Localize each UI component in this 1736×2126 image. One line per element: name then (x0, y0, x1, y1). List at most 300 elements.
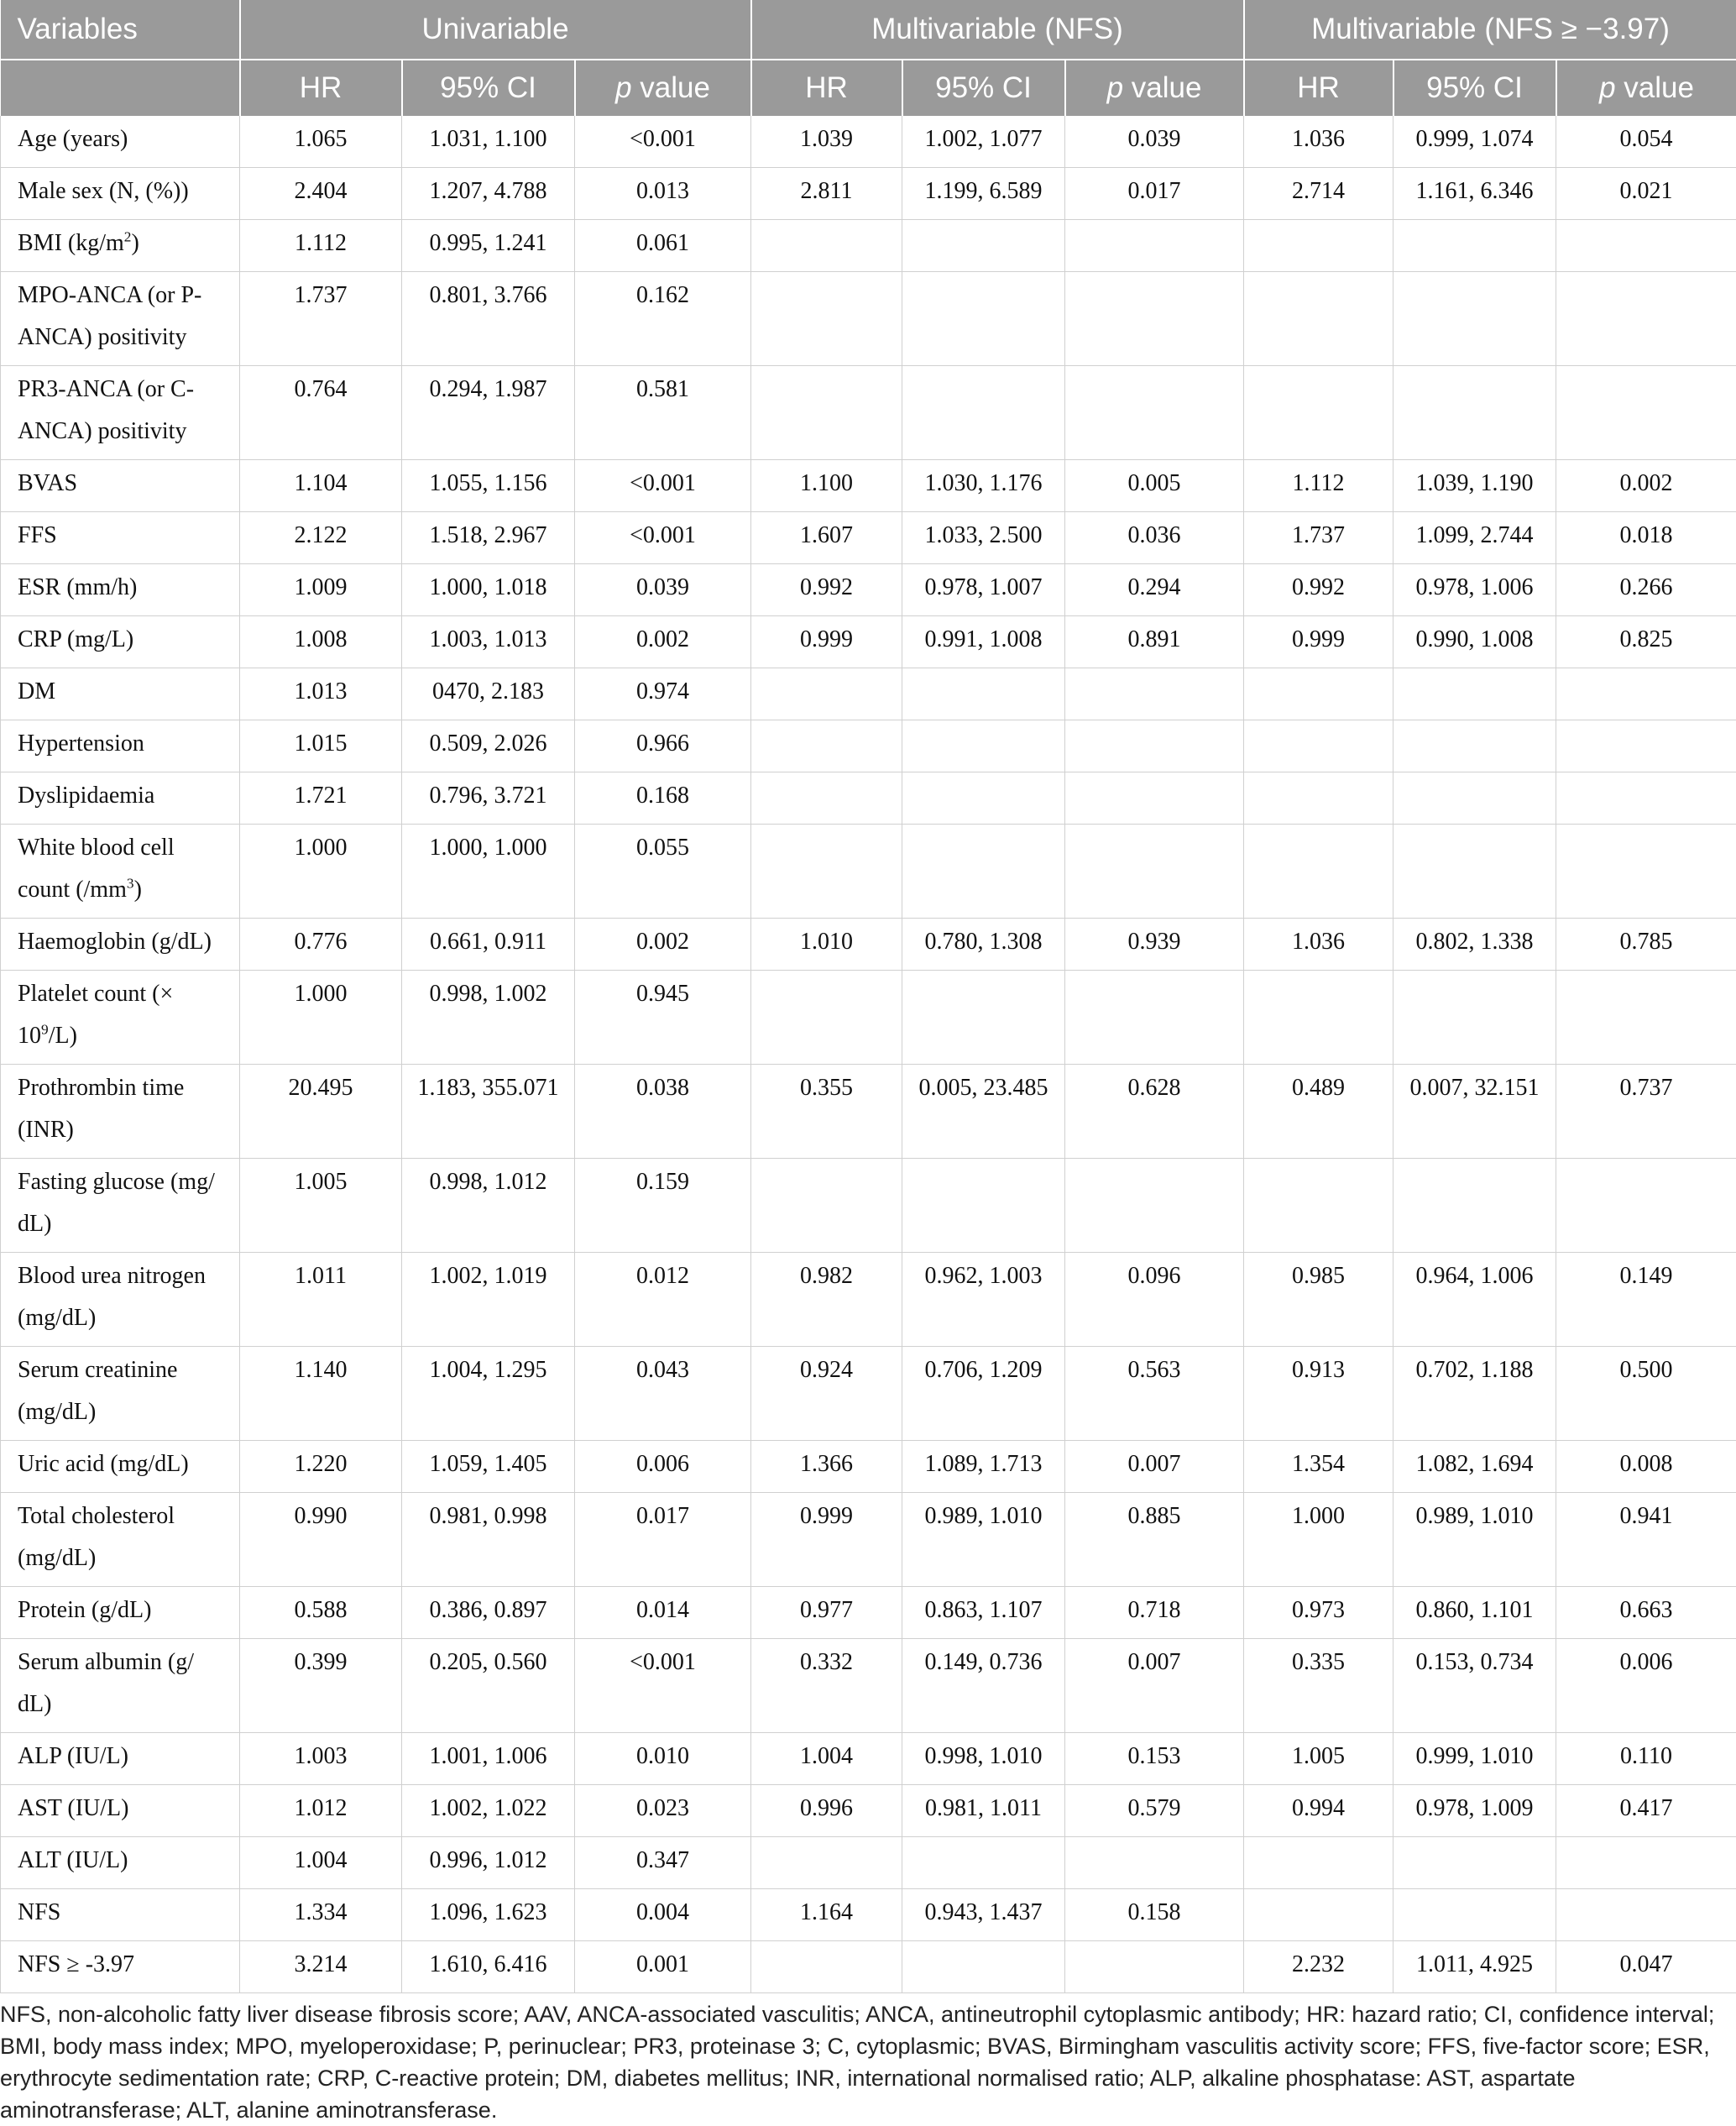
u-p-value-cell: 0.010 (575, 1733, 751, 1785)
u-p-value-cell: 0.002 (575, 616, 751, 668)
m1-hr-cell (751, 971, 902, 1065)
m1-ci-cell (902, 220, 1065, 272)
m1-hr-cell: 0.992 (751, 564, 902, 616)
table-row (1, 720, 1736, 772)
u-p-value-cell: 0.061 (575, 220, 751, 272)
m1-ci-cell: 1.033, 2.500 (902, 512, 1065, 564)
variable-label: CRP (mg/L) (18, 626, 133, 652)
m1-ci-cell (902, 366, 1065, 460)
m1-p-value-cell: 0.718 (1065, 1587, 1244, 1639)
table-row (1, 564, 1736, 616)
u-hr-cell: 0.990 (240, 1493, 402, 1587)
u-ci-cell: 0.998, 1.002 (402, 971, 575, 1065)
m2-hr-cell: 2.232 (1244, 1941, 1394, 1993)
table-row (1, 1733, 1736, 1785)
m1-ci-cell (902, 668, 1065, 720)
m2-hr-cell (1244, 1837, 1394, 1889)
m2-ci-cell: 0.802, 1.338 (1394, 919, 1556, 971)
m1-hr-cell: 1.004 (751, 1733, 902, 1785)
m1-p-value-cell (1065, 825, 1244, 919)
m2-p-value-cell: 0.266 (1556, 564, 1736, 616)
u-p-value-cell: 0.974 (575, 668, 751, 720)
u-hr-cell: 1.011 (240, 1253, 402, 1347)
table-row (1, 919, 1736, 971)
m1-ci-cell (902, 1941, 1065, 1993)
m1-p-value-cell (1065, 366, 1244, 460)
variable-label: Blood urea nitrogen (mg/dL) (18, 1263, 206, 1331)
u-ci-cell: 1.610, 6.416 (402, 1941, 575, 1993)
m2-hr-cell: 1.036 (1244, 116, 1394, 168)
m1-hr-cell: 1.039 (751, 116, 902, 168)
m2-hr-cell: 0.994 (1244, 1785, 1394, 1837)
variable-superscript: 3 (127, 876, 134, 892)
m1-hr-cell (751, 720, 902, 772)
m1-p-value-cell: 0.891 (1065, 616, 1244, 668)
u-ci-cell: 0.509, 2.026 (402, 720, 575, 772)
u-p-value-cell: 0.043 (575, 1347, 751, 1441)
u-hr-cell: 1.721 (240, 772, 402, 825)
m1-hr-cell (751, 366, 902, 460)
m1-p-value-cell (1065, 220, 1244, 272)
m1-p-value-cell: 0.007 (1065, 1639, 1244, 1733)
u-p-value-cell: 0.347 (575, 1837, 751, 1889)
table-row (1, 1837, 1736, 1889)
m2-p-value-cell: 0.663 (1556, 1587, 1736, 1639)
u-hr-cell: 1.112 (240, 220, 402, 272)
subheader-p-suffix: value (1123, 71, 1201, 104)
u-hr-cell: 1.000 (240, 971, 402, 1065)
m1-hr-cell: 0.982 (751, 1253, 902, 1347)
variable-label: Hypertension (18, 730, 144, 757)
variable-label: ALP (IU/L) (18, 1743, 128, 1769)
m2-ci-cell (1394, 1837, 1556, 1889)
variable-cell (1, 1347, 240, 1441)
subheader-p-italic: p (1107, 71, 1123, 104)
variable-label: Age (years) (18, 126, 128, 152)
u-ci-cell: 1.518, 2.967 (402, 512, 575, 564)
m1-hr-cell: 1.010 (751, 919, 902, 971)
subheader-ci-multivariable-nfs-threshold: 95% CI (1394, 60, 1556, 116)
m2-ci-cell: 0.964, 1.006 (1394, 1253, 1556, 1347)
u-hr-cell: 2.404 (240, 168, 402, 220)
m2-hr-cell (1244, 668, 1394, 720)
m2-ci-cell: 0.978, 1.009 (1394, 1785, 1556, 1837)
variable-label: AST (IU/L) (18, 1795, 128, 1821)
variable-cell (1, 272, 240, 366)
m1-hr-cell: 0.355 (751, 1065, 902, 1159)
m1-p-value-cell (1065, 272, 1244, 366)
variable-cell (1, 116, 240, 168)
u-ci-cell: 1.001, 1.006 (402, 1733, 575, 1785)
u-hr-cell: 2.122 (240, 512, 402, 564)
m2-p-value-cell: 0.002 (1556, 460, 1736, 512)
m2-p-value-cell (1556, 1159, 1736, 1253)
m2-hr-cell (1244, 825, 1394, 919)
u-hr-cell: 1.737 (240, 272, 402, 366)
m2-hr-cell: 0.335 (1244, 1639, 1394, 1733)
subheader-ci-univariable: 95% CI (402, 60, 575, 116)
subheader-blank (1, 60, 240, 116)
subheader-row (1, 60, 1736, 116)
u-ci-cell: 1.004, 1.295 (402, 1347, 575, 1441)
u-hr-cell: 1.008 (240, 616, 402, 668)
subheader-hr-univariable: HR (240, 60, 402, 116)
m1-p-value-cell: 0.153 (1065, 1733, 1244, 1785)
m1-p-value-cell: 0.096 (1065, 1253, 1244, 1347)
m1-hr-cell: 0.332 (751, 1639, 902, 1733)
m1-p-value-cell (1065, 1941, 1244, 1993)
m1-hr-cell (751, 220, 902, 272)
table-row (1, 1785, 1736, 1837)
m2-p-value-cell (1556, 772, 1736, 825)
u-ci-cell: 0470, 2.183 (402, 668, 575, 720)
u-p-value-cell: <0.001 (575, 116, 751, 168)
table-row (1, 1941, 1736, 1993)
u-p-value-cell: 0.002 (575, 919, 751, 971)
variable-label: Male sex (N, (%)) (18, 178, 189, 204)
u-hr-cell: 1.013 (240, 668, 402, 720)
subheader-p-value-multivariable-nfs-threshold (1556, 60, 1736, 116)
m2-ci-cell: 0.007, 32.151 (1394, 1065, 1556, 1159)
m2-p-value-cell: 0.054 (1556, 116, 1736, 168)
m2-p-value-cell: 0.006 (1556, 1639, 1736, 1733)
m1-ci-cell: 1.089, 1.713 (902, 1441, 1065, 1493)
m1-ci-cell: 0.706, 1.209 (902, 1347, 1065, 1441)
u-hr-cell: 20.495 (240, 1065, 402, 1159)
u-p-value-cell: <0.001 (575, 460, 751, 512)
m1-p-value-cell: 0.007 (1065, 1441, 1244, 1493)
m1-hr-cell: 0.977 (751, 1587, 902, 1639)
u-ci-cell: 0.294, 1.987 (402, 366, 575, 460)
m2-hr-cell (1244, 220, 1394, 272)
m1-p-value-cell: 0.005 (1065, 460, 1244, 512)
table-row (1, 168, 1736, 220)
variable-cell (1, 1493, 240, 1587)
variable-label: MPO-ANCA (or P-ANCA) positivity (18, 282, 201, 350)
variable-label: DM (18, 678, 55, 704)
table-row (1, 272, 1736, 366)
variable-cell (1, 1785, 240, 1837)
table-row (1, 1889, 1736, 1941)
u-p-value-cell: 0.004 (575, 1889, 751, 1941)
m2-hr-cell: 0.999 (1244, 616, 1394, 668)
m2-ci-cell (1394, 366, 1556, 460)
u-p-value-cell: 0.966 (575, 720, 751, 772)
table-row (1, 971, 1736, 1065)
u-p-value-cell: 0.159 (575, 1159, 751, 1253)
u-hr-cell: 1.009 (240, 564, 402, 616)
u-p-value-cell: 0.006 (575, 1441, 751, 1493)
table-row (1, 668, 1736, 720)
m2-p-value-cell: 0.825 (1556, 616, 1736, 668)
m1-hr-cell (751, 272, 902, 366)
u-ci-cell: 0.386, 0.897 (402, 1587, 575, 1639)
u-hr-cell: 1.015 (240, 720, 402, 772)
m2-p-value-cell: 0.110 (1556, 1733, 1736, 1785)
m2-ci-cell: 0.860, 1.101 (1394, 1587, 1556, 1639)
m1-p-value-cell: 0.885 (1065, 1493, 1244, 1587)
m2-p-value-cell: 0.737 (1556, 1065, 1736, 1159)
u-ci-cell: 1.207, 4.788 (402, 168, 575, 220)
table-header (1, 0, 1736, 116)
m1-hr-cell: 0.999 (751, 1493, 902, 1587)
table-row (1, 220, 1736, 272)
m2-p-value-cell: 0.149 (1556, 1253, 1736, 1347)
m2-p-value-cell: 0.785 (1556, 919, 1736, 971)
m2-p-value-cell: 0.417 (1556, 1785, 1736, 1837)
m1-p-value-cell: 0.563 (1065, 1347, 1244, 1441)
u-p-value-cell: 0.581 (575, 366, 751, 460)
m2-p-value-cell: 0.018 (1556, 512, 1736, 564)
subheader-hr-multivariable-nfs-threshold: HR (1244, 60, 1394, 116)
u-ci-cell: 1.002, 1.019 (402, 1253, 575, 1347)
m2-ci-cell (1394, 720, 1556, 772)
table-row (1, 116, 1736, 168)
header-multivariable-nfs: Multivariable (NFS) (751, 0, 1244, 60)
variable-cell (1, 720, 240, 772)
variable-label: Uric acid (mg/dL) (18, 1451, 189, 1477)
table-row (1, 1065, 1736, 1159)
variable-label: FFS (18, 522, 57, 548)
variable-label: ALT (IU/L) (18, 1847, 128, 1873)
variable-label: White blood cell count (/mm (18, 835, 175, 903)
m2-ci-cell: 0.999, 1.074 (1394, 116, 1556, 168)
subheader-p-value-multivariable-nfs (1065, 60, 1244, 116)
variable-cell (1, 772, 240, 825)
variable-cell (1, 825, 240, 919)
table-row (1, 772, 1736, 825)
m2-ci-cell (1394, 772, 1556, 825)
table-row (1, 616, 1736, 668)
m1-ci-cell (902, 772, 1065, 825)
m2-ci-cell (1394, 668, 1556, 720)
u-ci-cell: 1.059, 1.405 (402, 1441, 575, 1493)
m2-hr-cell: 1.112 (1244, 460, 1394, 512)
m2-p-value-cell (1556, 1837, 1736, 1889)
u-hr-cell: 1.005 (240, 1159, 402, 1253)
m2-p-value-cell (1556, 971, 1736, 1065)
m1-p-value-cell (1065, 1837, 1244, 1889)
m1-p-value-cell: 0.036 (1065, 512, 1244, 564)
table-footnote: NFS, non-alcoholic fatty liver disease fibrosis score; AAV, ANCA-associated vasculitis; ANCA, antineutrophil cytoplasmic antibody; HR: hazard ratio; CI, confidence interval; BMI, body mass index; MPO, myeloperoxidase; P, perinuclear; PR3, proteinase 3; C, cytoplasmic; BVAS, Birmingham vasculitis activity score; FFS, five-factor score; ESR, erythrocyte sedimentation rate; CRP, C-reactive protein; DM, diabetes mellitus; INR, international normalised ratio; ALP, alkaline phosphatase: AST, aspartate aminotransferase; ALT, alanine aminotransferase. (0, 1998, 1721, 2126)
u-ci-cell: 1.183, 355.071 (402, 1065, 575, 1159)
u-hr-cell: 1.140 (240, 1347, 402, 1441)
m1-hr-cell (751, 1837, 902, 1889)
table-row (1, 1493, 1736, 1587)
m1-p-value-cell: 0.294 (1065, 564, 1244, 616)
variable-cell (1, 564, 240, 616)
table-row (1, 1639, 1736, 1733)
u-p-value-cell: 0.001 (575, 1941, 751, 1993)
m2-hr-cell: 0.973 (1244, 1587, 1394, 1639)
m1-ci-cell: 1.030, 1.176 (902, 460, 1065, 512)
m2-ci-cell: 1.082, 1.694 (1394, 1441, 1556, 1493)
variable-label: NFS (18, 1899, 60, 1925)
u-p-value-cell: <0.001 (575, 512, 751, 564)
m1-hr-cell (751, 1159, 902, 1253)
m1-ci-cell (902, 825, 1065, 919)
m1-ci-cell: 0.991, 1.008 (902, 616, 1065, 668)
m2-p-value-cell: 0.008 (1556, 1441, 1736, 1493)
m1-hr-cell (751, 1941, 902, 1993)
m1-ci-cell: 0.005, 23.485 (902, 1065, 1065, 1159)
u-ci-cell: 1.096, 1.623 (402, 1889, 575, 1941)
m2-hr-cell: 1.036 (1244, 919, 1394, 971)
m1-hr-cell (751, 772, 902, 825)
variable-cell (1, 1253, 240, 1347)
m1-ci-cell: 0.943, 1.437 (902, 1889, 1065, 1941)
variable-superscript: 2 (124, 229, 132, 245)
m2-hr-cell (1244, 1889, 1394, 1941)
m1-hr-cell: 1.164 (751, 1889, 902, 1941)
variable-label: Serum albumin (g/ dL) (18, 1649, 194, 1717)
variable-cell (1, 919, 240, 971)
u-ci-cell: 0.996, 1.012 (402, 1837, 575, 1889)
m1-hr-cell: 1.366 (751, 1441, 902, 1493)
m1-p-value-cell (1065, 772, 1244, 825)
m2-hr-cell: 0.489 (1244, 1065, 1394, 1159)
variable-label: Total cholesterol (mg/dL) (18, 1503, 175, 1571)
m2-p-value-cell: 0.021 (1556, 168, 1736, 220)
u-p-value-cell: 0.014 (575, 1587, 751, 1639)
subheader-p-italic: p (1599, 71, 1615, 104)
m1-p-value-cell (1065, 1159, 1244, 1253)
u-hr-cell: 1.065 (240, 116, 402, 168)
variable-cell (1, 1837, 240, 1889)
u-p-value-cell: 0.017 (575, 1493, 751, 1587)
variable-cell (1, 971, 240, 1065)
m1-ci-cell (902, 1837, 1065, 1889)
m2-ci-cell: 0.989, 1.010 (1394, 1493, 1556, 1587)
u-ci-cell: 0.661, 0.911 (402, 919, 575, 971)
m2-ci-cell: 0.978, 1.006 (1394, 564, 1556, 616)
m1-p-value-cell: 0.579 (1065, 1785, 1244, 1837)
m2-p-value-cell (1556, 825, 1736, 919)
u-hr-cell: 0.764 (240, 366, 402, 460)
m2-p-value-cell: 0.500 (1556, 1347, 1736, 1441)
u-ci-cell: 1.031, 1.100 (402, 116, 575, 168)
u-ci-cell: 0.995, 1.241 (402, 220, 575, 272)
u-ci-cell: 1.055, 1.156 (402, 460, 575, 512)
u-hr-cell: 0.776 (240, 919, 402, 971)
variable-cell (1, 168, 240, 220)
m2-hr-cell (1244, 272, 1394, 366)
m1-ci-cell: 0.149, 0.736 (902, 1639, 1065, 1733)
m1-ci-cell (902, 971, 1065, 1065)
variable-label: Prothrombin time (INR) (18, 1075, 184, 1143)
table-row (1, 460, 1736, 512)
variable-label: BVAS (18, 470, 77, 496)
m2-ci-cell (1394, 272, 1556, 366)
m2-ci-cell: 1.011, 4.925 (1394, 1941, 1556, 1993)
m1-ci-cell: 1.199, 6.589 (902, 168, 1065, 220)
m1-hr-cell (751, 825, 902, 919)
table-row (1, 1253, 1736, 1347)
variable-cell (1, 668, 240, 720)
m1-p-value-cell: 0.017 (1065, 168, 1244, 220)
m1-hr-cell: 2.811 (751, 168, 902, 220)
u-p-value-cell: 0.162 (575, 272, 751, 366)
variable-label: ESR (mm/h) (18, 574, 137, 600)
u-ci-cell: 1.000, 1.000 (402, 825, 575, 919)
u-hr-cell: 1.000 (240, 825, 402, 919)
m2-ci-cell: 0.990, 1.008 (1394, 616, 1556, 668)
m1-ci-cell: 0.998, 1.010 (902, 1733, 1065, 1785)
table-row (1, 512, 1736, 564)
m1-ci-cell (902, 272, 1065, 366)
m2-p-value-cell (1556, 720, 1736, 772)
subheader-p-italic: p (615, 71, 631, 104)
m1-ci-cell: 0.780, 1.308 (902, 919, 1065, 971)
u-ci-cell: 0.801, 3.766 (402, 272, 575, 366)
m2-hr-cell: 1.737 (1244, 512, 1394, 564)
m2-hr-cell: 2.714 (1244, 168, 1394, 220)
m2-ci-cell: 1.161, 6.346 (1394, 168, 1556, 220)
m2-p-value-cell: 0.047 (1556, 1941, 1736, 1993)
table-row (1, 366, 1736, 460)
m2-hr-cell: 1.000 (1244, 1493, 1394, 1587)
variable-superscript: 9 (41, 1022, 49, 1038)
u-ci-cell: 0.981, 0.998 (402, 1493, 575, 1587)
m2-hr-cell: 0.913 (1244, 1347, 1394, 1441)
header-univariable: Univariable (240, 0, 751, 60)
m2-p-value-cell (1556, 272, 1736, 366)
m2-hr-cell: 0.992 (1244, 564, 1394, 616)
u-hr-cell: 1.334 (240, 1889, 402, 1941)
m2-hr-cell (1244, 772, 1394, 825)
u-p-value-cell: 0.012 (575, 1253, 751, 1347)
u-p-value-cell: 0.055 (575, 825, 751, 919)
u-hr-cell: 1.012 (240, 1785, 402, 1837)
variable-cell (1, 512, 240, 564)
m1-ci-cell: 0.962, 1.003 (902, 1253, 1065, 1347)
m2-ci-cell: 0.999, 1.010 (1394, 1733, 1556, 1785)
variable-label: PR3-ANCA (or C-ANCA) positivity (18, 376, 194, 444)
header-variables: Variables (1, 0, 240, 60)
u-ci-cell: 0.796, 3.721 (402, 772, 575, 825)
u-hr-cell: 1.104 (240, 460, 402, 512)
m2-p-value-cell (1556, 1889, 1736, 1941)
table-row (1, 825, 1736, 919)
m2-hr-cell (1244, 1159, 1394, 1253)
m2-ci-cell: 1.039, 1.190 (1394, 460, 1556, 512)
m1-hr-cell: 0.924 (751, 1347, 902, 1441)
variable-cell (1, 1441, 240, 1493)
variable-cell (1, 220, 240, 272)
subheader-p-suffix: value (632, 71, 710, 104)
m1-ci-cell (902, 720, 1065, 772)
u-ci-cell: 0.998, 1.012 (402, 1159, 575, 1253)
m2-ci-cell: 0.153, 0.734 (1394, 1639, 1556, 1733)
u-p-value-cell: 0.168 (575, 772, 751, 825)
m1-p-value-cell: 0.039 (1065, 116, 1244, 168)
m1-p-value-cell: 0.939 (1065, 919, 1244, 971)
u-ci-cell: 1.002, 1.022 (402, 1785, 575, 1837)
m2-ci-cell (1394, 220, 1556, 272)
m1-hr-cell (751, 668, 902, 720)
m2-p-value-cell: 0.941 (1556, 1493, 1736, 1587)
m2-ci-cell: 1.099, 2.744 (1394, 512, 1556, 564)
variable-label: Serum creatinine (mg/dL) (18, 1357, 177, 1425)
table-row (1, 1587, 1736, 1639)
variable-cell (1, 1065, 240, 1159)
u-hr-cell: 0.399 (240, 1639, 402, 1733)
variable-cell (1, 1639, 240, 1733)
variable-label: Protein (g/dL) (18, 1597, 151, 1623)
u-ci-cell: 0.205, 0.560 (402, 1639, 575, 1733)
variable-label: Platelet count (× 10 (18, 981, 173, 1049)
table-row (1, 1347, 1736, 1441)
